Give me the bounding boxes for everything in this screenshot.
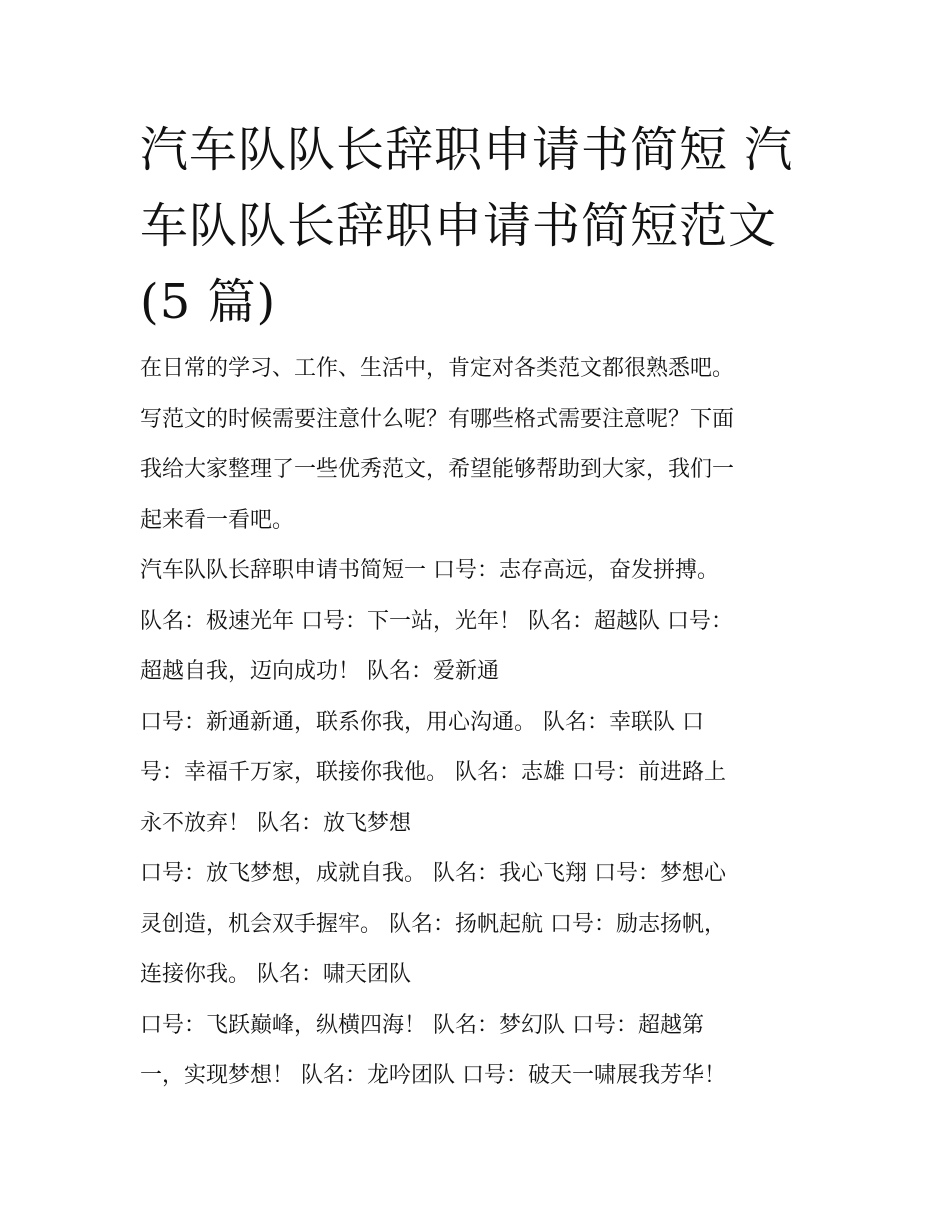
paragraph-slogans-4: 口号：飞跃巅峰，纵横四海！ 队名：梦幻队 口号：超越第 一，实现梦想！ 队名：龙吟团队 口号：破天一啸展我芳华！ [140, 1012, 726, 1088]
document-page [140, 112, 820, 1102]
document-title: 汽车队队长辞职申请书简短 汽 车队队长辞职申请书简短范文 (5 篇) [140, 122, 794, 330]
paragraph-slogans-2: 口号：新通新通，联系你我，用心沟通。 队名：幸联队 口 号：幸福千万家，联接你我他。 队名：志雄 口号：前进路上 永不放弃！ 队名：放飞梦想 [140, 709, 726, 836]
paragraph-intro: 在日常的学习、工作、生活中，肯定对各类范文都很熟悉吧。 写范文的时候需要注意什么呢？有哪些格式需要注意呢？下面 我给大家整理了一些优秀范文，希望能够帮助到大家，我们一 起来看一看吧。 [140, 356, 735, 533]
paragraph-slogans-1: 汽车队队长辞职申请书简短一 口号：志存高远，奋发拼搏。 队名：极速光年 口号：下一站，光年！ 队名：超越队 口号： 超越自我，迈向成功！ 队名：爱新通 [140, 558, 733, 684]
paragraph-slogans-3: 口号：放飞梦想，成就自我。 队名：我心飞翔 口号：梦想心 灵创造，机会双手握牢。 队名：扬帆起航 口号：励志扬帆， 连接你我。 队名：啸天团队 [140, 861, 726, 987]
